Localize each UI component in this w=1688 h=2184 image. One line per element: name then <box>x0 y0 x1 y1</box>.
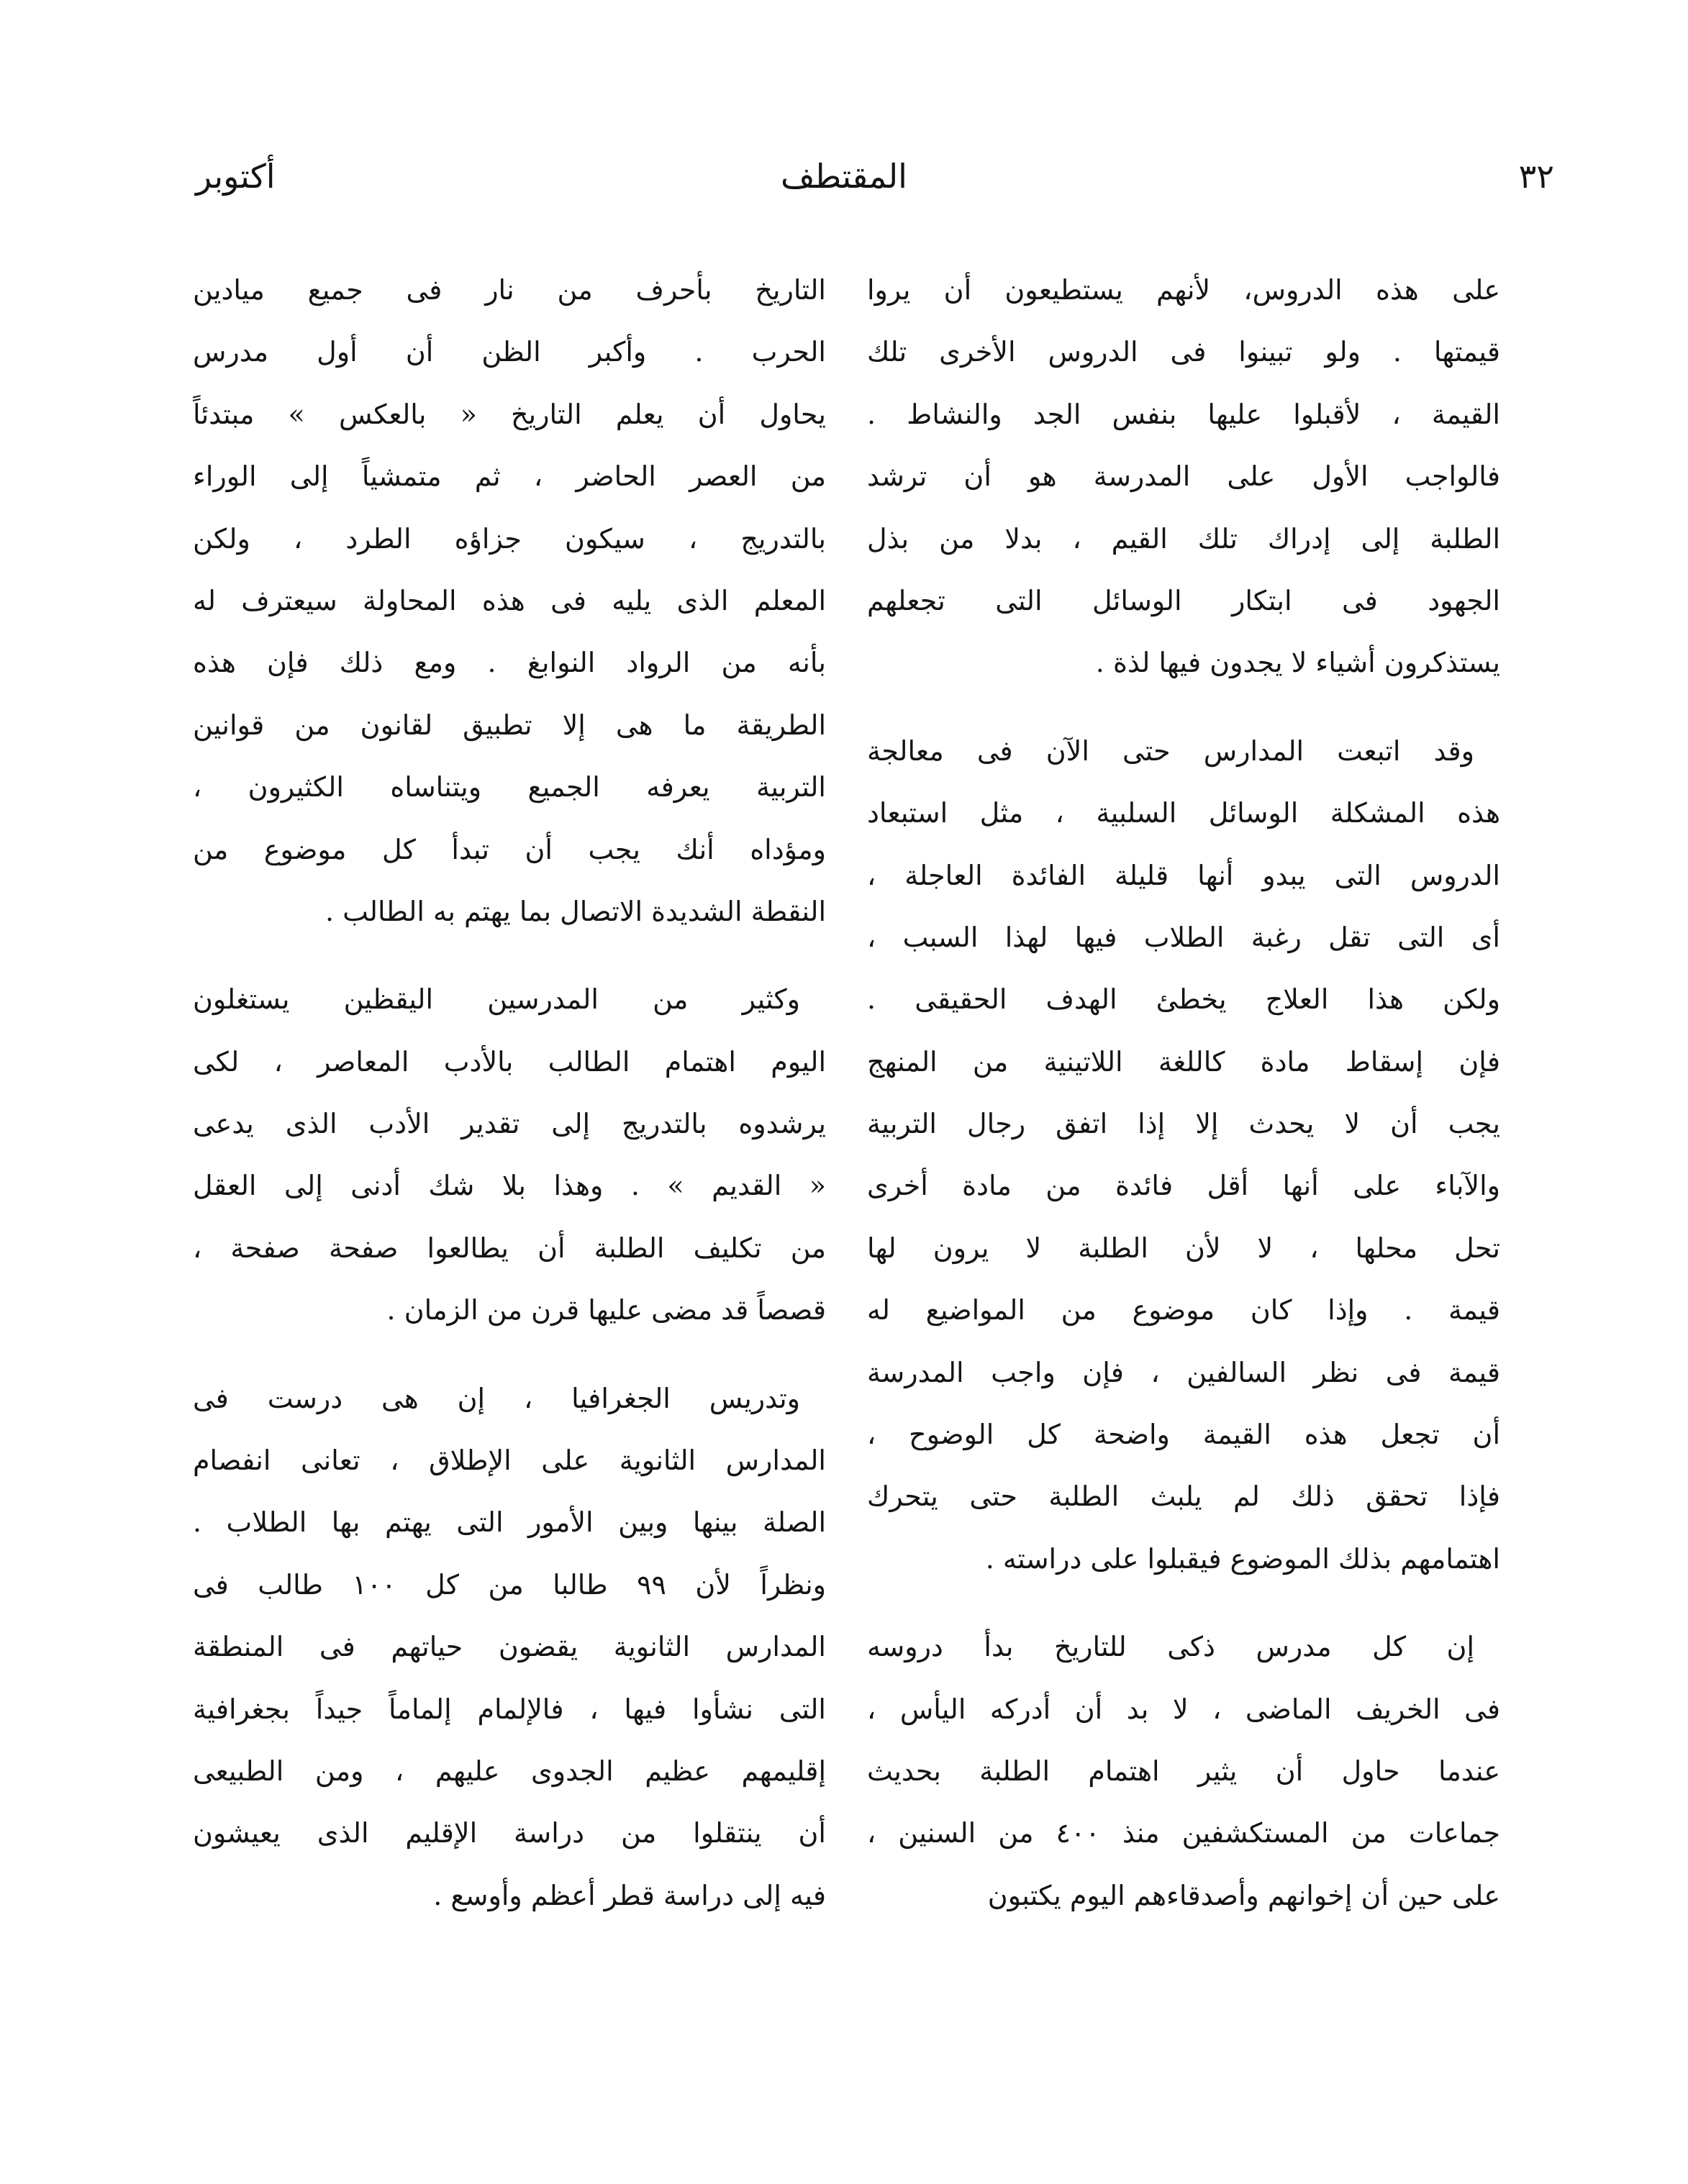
text-line: ولكن هذا العلاج يخطئ الهدف الحقيقى . <box>867 983 1500 1016</box>
text-line: أن تجعل هذه القيمة واضحة كل الوضوح ، <box>867 1419 1500 1451</box>
text-line: الجهود فى ابتكار الوسائل التى تجعلهم <box>867 584 1500 616</box>
text-line: قيمتها . ولو تبينوا فى الدروس الأخرى تلك <box>867 336 1500 368</box>
paragraph <box>867 720 1500 1590</box>
text-line: الدروس التى يبدو أنها قليلة الفائدة العاجلة ، <box>867 859 1500 891</box>
paragraph <box>867 1616 1500 1926</box>
text-line: إقليمهم عظيم الجدوى عليهم ، ومن الطبيعى <box>193 1755 826 1787</box>
text-line: ونظراً لأن ٩٩ طالبا من كل ١٠٠ طالب فى <box>193 1568 826 1601</box>
text-line: فى الخريف الماضى ، لا بد أن أدركه اليأس ، <box>867 1693 1500 1725</box>
text-line: تحل محلها ، لا لأن الطلبة لا يرون لها <box>867 1232 1500 1264</box>
left-column <box>193 259 826 1926</box>
text-line: المدارس الثانوية على الإطلاق ، تعانى انفصام <box>193 1444 826 1477</box>
text-line: بأنه من الرواد النوابغ . ومع ذلك فإن هذه <box>193 647 826 679</box>
text-line: وتدريس الجغرافيا ، إن هى درست فى <box>193 1382 800 1414</box>
text-line: يستذكرون أشياء لا يجدون فيها لذة . <box>1095 647 1500 679</box>
text-line: فيه إلى دراسة قطر أعظم وأوسع . <box>433 1879 826 1911</box>
paragraph-gap <box>193 942 826 968</box>
paragraph <box>193 1368 826 1927</box>
text-line: هذه المشكلة الوسائل السلبية ، مثل استبعاد <box>867 797 1500 829</box>
text-line: المدارس الثانوية يقضون حياتهم فى المنطقة <box>193 1631 826 1663</box>
text-line: يجب أن لا يحدث إلا إذا اتفق رجال التربية <box>867 1108 1500 1140</box>
text-line: جماعات من المستكشفين منذ ٤٠٠ من السنين ، <box>867 1817 1500 1849</box>
text-line: « القديم » . وهذا بلا شك أدنى إلى العقل <box>193 1170 826 1202</box>
text-line: اليوم اهتمام الطالب بالأدب المعاصر ، لكى <box>193 1045 826 1078</box>
paragraph-gap <box>867 694 1500 720</box>
text-line: من العصر الحاضر ، ثم متمشياً إلى الوراء <box>193 460 826 493</box>
right-column <box>867 259 1500 1926</box>
paragraph <box>193 259 826 942</box>
text-line: الصلة بينها وبين الأمور التى يهتم بها الطلاب . <box>193 1506 826 1539</box>
text-line: أن ينتقلوا من دراسة الإقليم الذى يعيشون <box>193 1817 826 1849</box>
text-line: قيمة . وإذا كان موضوع من المواضيع له <box>867 1294 1500 1327</box>
text-line: قيمة فى نظر السالفين ، فإن واجب المدرسة <box>867 1356 1500 1388</box>
running-title: المقتطف <box>781 157 907 196</box>
text-line: ومؤداه أنك يجب أن تبدأ كل موضوع من <box>193 833 826 865</box>
paragraph-gap <box>193 1342 826 1368</box>
text-line: النقطة الشديدة الاتصال بما يهتم به الطالب . <box>325 895 826 927</box>
text-line: فالواجب الأول على المدرسة هو أن ترشد <box>867 460 1500 493</box>
paragraph <box>867 259 1500 694</box>
text-line: إن كل مدرس ذكى للتاريخ بدأ دروسه <box>867 1631 1474 1663</box>
text-line: فإذا تحقق ذلك لم يلبث الطلبة حتى يتحرك <box>867 1480 1500 1513</box>
text-line: التى نشأوا فيها ، فالإلمام إلماماً جيداً بجغرافية <box>193 1693 826 1725</box>
text-line: أى التى تقل رغبة الطلاب فيها لهذا السبب ، <box>867 921 1500 953</box>
text-line: الطلبة إلى إدراك تلك القيم ، بدلا من بذل <box>867 522 1500 555</box>
text-line: الطريقة ما هى إلا تطبيق لقانون من قوانين <box>193 709 826 741</box>
text-line: على هذه الدروس، لأنهم يستطيعون أن يروا <box>867 274 1500 306</box>
text-line: من تكليف الطلبة أن يطالعوا صفحة صفحة ، <box>193 1232 826 1264</box>
text-line: التربية يعرفه الجميع ويتناساه الكثيرون ، <box>193 771 826 804</box>
paragraph-gap <box>867 1590 1500 1616</box>
text-line: اهتمامهم بذلك الموضوع فيقبلوا على دراسته . <box>985 1542 1500 1575</box>
text-line: المعلم الذى يليه فى هذه المحاولة سيعترف له <box>193 584 826 616</box>
text-line: بالتدريج ، سيكون جزاؤه الطرد ، ولكن <box>193 522 826 555</box>
text-line: يرشدوه بالتدريج إلى تقدير الأدب الذى يدعى <box>193 1108 826 1140</box>
issue-month: أكتوبر <box>196 157 276 196</box>
text-line: يحاول أن يعلم التاريخ « بالعكس » مبتدئاً <box>193 398 826 430</box>
text-line: فإن إسقاط مادة كاللغة اللاتينية من المنهج <box>867 1045 1500 1078</box>
text-line: الحرب . وأكبر الظن أن أول مدرس <box>193 336 826 368</box>
text-line: التاريخ بأحرف من نار فى جميع ميادين <box>193 274 826 306</box>
text-line: القيمة ، لأقبلوا عليها بنفس الجد والنشاط . <box>867 398 1500 430</box>
text-line: وقد اتبعت المدارس حتى الآن فى معالجة <box>867 734 1474 767</box>
text-line: قصصاً قد مضى عليها قرن من الزمان . <box>386 1294 826 1327</box>
paragraph <box>193 968 826 1341</box>
page-number: ٣٢ <box>1518 157 1554 196</box>
text-line: والآباء على أنها أقل فائدة من مادة أخرى <box>867 1170 1500 1202</box>
text-line: وكثير من المدرسين اليقظين يستغلون <box>193 983 800 1016</box>
text-line: عندما حاول أن يثير اهتمام الطلبة بحديث <box>867 1755 1500 1787</box>
text-line: على حين أن إخوانهم وأصدقاءهم اليوم يكتبون <box>987 1879 1500 1911</box>
